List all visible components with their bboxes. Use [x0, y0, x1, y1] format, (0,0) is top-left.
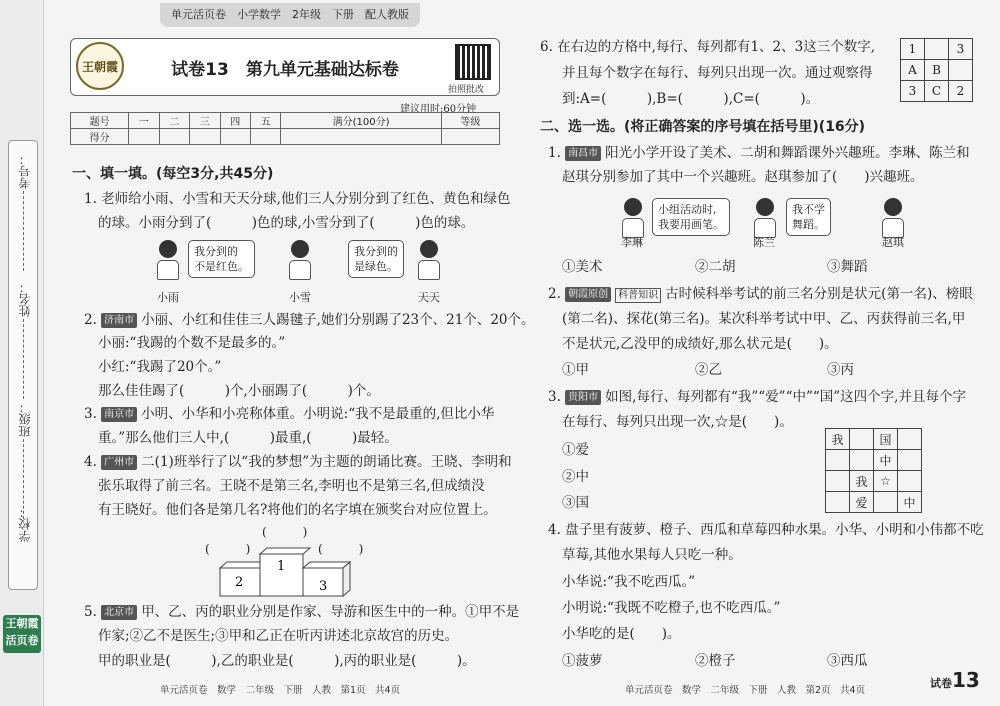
brand-stamp: 王朝霞活页卷: [3, 615, 41, 653]
grid-cell: 3: [901, 81, 925, 102]
page-number-badge: [930, 668, 980, 692]
boy-tiantian-icon: [416, 240, 442, 282]
exam-no-label: 考号：: [18, 153, 32, 189]
c1-bubble-1: 小组活动时, 我要用画笔。: [652, 198, 730, 236]
c3-option-3[interactable]: ③国: [562, 495, 589, 511]
q6-line3: 到:A=( ),B=( ),C=( )。: [562, 91, 820, 107]
girl-xiaoyu-icon: [155, 240, 181, 282]
q2-line4: 那么佳佳踢了( )个,小丽踢了( )个。: [98, 383, 380, 399]
score-header-cell: 等级: [441, 113, 499, 129]
grid-cell: [850, 450, 874, 471]
podium-label-2: 2: [235, 575, 244, 590]
podium-answer-3[interactable]: ( ): [318, 542, 364, 556]
c1-city-tag: 南昌市: [565, 146, 601, 161]
q6-line1: 6. 在右边的方格中,每行、每列都有1、2、3这三个数字,: [540, 39, 876, 55]
c4-line4: 小明说:“我既不吃橙子,也不吃西瓜。”: [562, 600, 781, 616]
grid-cell: A: [901, 60, 925, 81]
name-zhaoqi: 赵琪: [882, 236, 904, 249]
q3-line2: 重。”那么他们三人中,( )最重,( )最轻。: [98, 430, 398, 446]
right-footer: 单元活页卷 数学 二年级 下册 人教 第2页 共4页: [625, 685, 866, 696]
score-header-cell: 满分(100分): [281, 113, 441, 129]
grid-cell: C: [925, 81, 949, 102]
q1-bubble-1: 我分到的 不是红色。: [188, 240, 255, 278]
c3-city-tag: 贵阳市: [565, 390, 601, 405]
q5-text: 甲、乙、丙的职业分别是作家、导游和医生中的一种。①甲不是: [141, 604, 520, 620]
score-header-cell: 一: [129, 113, 159, 129]
grid-cell: [874, 492, 898, 513]
grid-cell: [826, 450, 850, 471]
c2-option-1[interactable]: ①甲: [562, 362, 589, 378]
score-header-cell: 三: [190, 113, 220, 129]
c1-line1: 1. 南昌市 阳光小学开设了美术、二胡和舞蹈课外兴趣班。李琳、陈兰和: [548, 145, 970, 161]
c2-line1: 2. 朝霞原创 科普知识 古时候科举考试的前三名分别是状元(第一名)、榜眼: [548, 286, 973, 302]
c1-option-1[interactable]: ①美术: [562, 259, 603, 275]
q3-text: 小明、小华和小亮称体重。小明说:“我不是最重的,但比小华: [141, 406, 495, 422]
grid-cell: [898, 450, 922, 471]
score-header-cell: 五: [250, 113, 280, 129]
left-footer: 单元活页卷 数学 二年级 下册 人教 第1页 共4页: [160, 685, 401, 696]
c4-line2: 草莓,其他水果每人只吃一种。: [562, 547, 742, 563]
q6-line2: 并且每个数字在每行、每列只出现一次。通过观察得: [562, 65, 873, 81]
qr-code-icon[interactable]: [455, 44, 491, 80]
q5-line2: 作家;②乙不是医生;③甲和乙正在听丙讲述北京故宫的历史。: [98, 628, 459, 644]
c1-bubble-2: 我不学 舞蹈。: [786, 198, 831, 236]
q2-line2: 小丽:“我踢的个数不是最多的。”: [98, 335, 286, 351]
grid-cell: 2: [949, 81, 973, 102]
q6-number-grid: [900, 38, 973, 102]
student-info-box: [8, 140, 38, 590]
page-num: 13: [952, 668, 980, 692]
q1-line1: 1. 老师给小雨、小雪和天天分球,他们三人分别分到了红色、黄色和绿色: [84, 191, 511, 207]
name-lilin: 李琳: [621, 236, 643, 249]
grid-cell: 我: [850, 471, 874, 492]
c1-option-2[interactable]: ②二胡: [695, 259, 736, 275]
podium-label-3: 3: [319, 579, 328, 594]
q2-line3: 小红:“我踢了20个。”: [98, 359, 222, 375]
c3-option-2[interactable]: ②中: [562, 469, 589, 485]
score-value-cell[interactable]: [190, 129, 220, 145]
c1-line2: 赵琪分别参加了其中一个兴趣班。赵琪参加了( )兴趣班。: [562, 169, 924, 185]
section-2-title: 二、选一选。(将正确答案的序号填在括号里)(16分): [540, 119, 866, 135]
q2-text: 小丽、小红和佳佳三人踢毽子,她们分别踢了23个、21个、20个。: [141, 312, 535, 328]
q4-line2: 张乐取得了前三名。王晓不是第三名,李明也不是第三名,但成绩没: [98, 478, 485, 494]
brand-logo: 王朝霞: [76, 42, 124, 90]
exam-no-field[interactable]: [23, 191, 24, 271]
grid-cell: [898, 471, 922, 492]
c4-line1: 4. 盘子里有菠萝、橙子、西瓜和草莓四种水果。小华、小明和小伟都不吃: [548, 522, 984, 538]
time-note: 建议用时:60分钟: [400, 104, 477, 115]
class-label: 班级：: [18, 401, 32, 437]
q3-line1: 3. 南京市 小明、小华和小亮称体重。小明说:“我不是最重的,但比小华: [84, 406, 495, 422]
grid-cell: 1: [901, 39, 925, 60]
name-tiantian: 天天: [418, 291, 440, 304]
c3-character-grid: [825, 428, 922, 513]
podium-label-1: 1: [277, 559, 286, 574]
c1-text: 阳光小学开设了美术、二胡和舞蹈课外兴趣班。李琳、陈兰和: [605, 145, 970, 161]
grid-cell: [898, 429, 922, 450]
c2-line2: (第二名)、探花(第三名)。某次科举考试中甲、乙、丙获得前三名,甲: [562, 311, 966, 327]
grid-cell: B: [925, 60, 949, 81]
grid-cell: 爱: [850, 492, 874, 513]
q4-city-tag: 广州市: [101, 455, 137, 470]
section-1-title: 一、填一填。(每空3分,共45分): [72, 166, 274, 182]
score-header-cell: 二: [159, 113, 189, 129]
score-header-cell: 四: [220, 113, 250, 129]
qr-label: 拍照批改: [448, 85, 485, 95]
score-header-cell: 题号: [71, 113, 129, 129]
q5-city-tag: 北京市: [101, 605, 137, 620]
grid-cell: 3: [949, 39, 973, 60]
c4-line3: 小华说:“我不吃西瓜。”: [562, 574, 696, 590]
podium-answer-2[interactable]: ( ): [205, 542, 251, 556]
q1-line2: 的球。小雨分到了( )色的球,小雪分到了( )色的球。: [98, 215, 475, 231]
c4-option-2[interactable]: ②橙子: [695, 653, 736, 669]
grid-cell: ☆: [874, 471, 898, 492]
q5-line1: 5. 北京市 甲、乙、丙的职业分别是作家、导游和医生中的一种。①甲不是: [84, 604, 520, 620]
c2-option-2[interactable]: ②乙: [695, 362, 722, 378]
q2-city-tag: 济南市: [101, 313, 137, 328]
q3-city-tag: 南京市: [101, 407, 137, 422]
c2-option-3[interactable]: ③丙: [827, 362, 854, 378]
name-xiaoyu: 小雨: [157, 291, 179, 304]
header-tab: 单元活页卷 小学数学 2年级 下册 配人教版: [160, 3, 420, 27]
c3-line1: 3. 贵阳市 如图,每行、每列都有“我”“爱”“中”“国”这四个字,并且每个字: [548, 389, 966, 405]
score-table: [70, 112, 500, 145]
q4-line1: 4. 广州市 二(1)班举行了以“我的梦想”为主题的朗诵比赛。王晓、李明和: [84, 454, 512, 470]
c4-line5: 小华吃的是( )。: [562, 626, 681, 642]
q4-text: 二(1)班举行了以“我的梦想”为主题的朗诵比赛。王晓、李明和: [141, 454, 512, 470]
c3-line2: 在每行、每列只出现一次,☆是( )。: [562, 414, 793, 430]
q5-line3: 甲的职业是( ),乙的职业是( ),丙的职业是( )。: [98, 653, 476, 669]
grid-cell: 我: [826, 429, 850, 450]
name-label: 姓名：: [18, 281, 32, 317]
page-label: 试卷: [930, 677, 952, 690]
name-xiaoxue: 小雪: [289, 291, 311, 304]
c2-source-tag: 朝霞原创: [565, 287, 611, 302]
score-value-cell[interactable]: [159, 129, 189, 145]
grid-cell: [949, 60, 973, 81]
score-value-cell[interactable]: [129, 129, 159, 145]
q2-line1: 2. 济南市 小丽、小红和佳佳三人踢毽子,她们分别踢了23个、21个、20个。: [84, 312, 535, 328]
c2-topic-tag: 科普知识: [615, 288, 661, 303]
podium-answer-1[interactable]: ( ): [262, 525, 308, 539]
q1-bubble-2: 我分到的 是绿色。: [348, 240, 404, 278]
grid-cell: [826, 492, 850, 513]
c4-option-1[interactable]: ①菠萝: [562, 653, 603, 669]
exam-title: 试卷13 第九单元基础达标卷: [171, 60, 399, 80]
c4-option-3[interactable]: ③西瓜: [827, 653, 868, 669]
name-chenlan: 陈兰: [753, 236, 775, 249]
score-value-cell[interactable]: [281, 129, 441, 145]
score-value-cell[interactable]: [220, 129, 250, 145]
grid-cell: [925, 39, 949, 60]
grid-cell: [826, 471, 850, 492]
grid-cell: [850, 429, 874, 450]
grid-cell: 中: [874, 450, 898, 471]
name-field[interactable]: [23, 319, 24, 399]
school-label: 学校：: [18, 506, 32, 542]
score-value-cell[interactable]: [441, 129, 499, 145]
q4-line3: 有王晓好。他们各是第几名?将他们的名字填在颁奖台对应位置上。: [98, 502, 497, 518]
score-value-cell[interactable]: [250, 129, 280, 145]
podium-diagram: [215, 540, 360, 598]
c3-option-1[interactable]: ①爱: [562, 442, 589, 458]
grid-cell: 国: [874, 429, 898, 450]
score-value-cell: 得分: [71, 129, 129, 145]
girl-xiaoxue-icon: [287, 240, 313, 282]
grid-cell: 中: [898, 492, 922, 513]
c1-option-3[interactable]: ③舞蹈: [827, 259, 868, 275]
c2-line3: 不是状元,乙没甲的成绩好,那么状元是( )。: [562, 336, 838, 352]
c2-text: 古时候科举考试的前三名分别是状元(第一名)、榜眼: [665, 286, 973, 302]
c3-text: 如图,每行、每列都有“我”“爱”“中”“国”这四个字,并且每个字: [605, 389, 966, 405]
